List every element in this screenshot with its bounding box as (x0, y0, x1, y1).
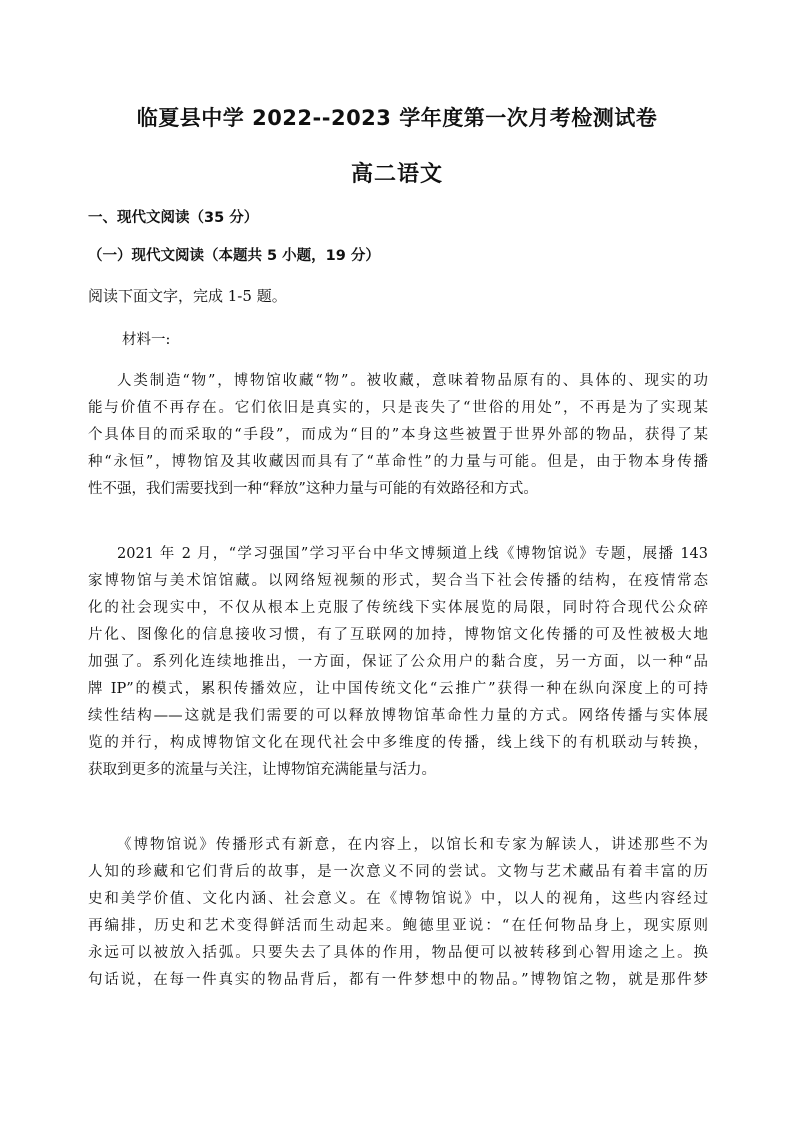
exam-title: 临夏县中学 2022--2023 学年度第一次月考检测试卷 (136, 106, 658, 130)
paragraph-line: 片化、图像化的信息接收习惯，有了互联网的加持，博物馆文化传播的可及性被极大地 (88, 627, 708, 643)
paragraph-line: 获取到更多的流量与关注，让博物馆充满能量与活力。 (88, 762, 436, 778)
paragraph-line: 个具体目的而采取的“手段”，而成为“目的”本身这些被置于世界外部的物品，获得了某 (88, 427, 708, 443)
subsection-heading: （一）现代文阅读（本题共 5 小题，19 分） (88, 248, 380, 264)
paragraph-line: 句话说，在每一件真实的物品背后，都有一件梦想中的物品。”博物馆之物，就是那件梦 (88, 972, 708, 988)
paragraph-line: 加强了。系列化连续地推出，一方面，保证了公众用户的黏合度，另一方面，以一种“品 (88, 654, 708, 670)
paragraph-line: 化的社会现实中，不仅从根本上克服了传统线下实体展览的局限，同时符合现代公众碎 (88, 600, 708, 616)
material-label: 材料一: (122, 332, 171, 348)
subject-title: 高二语文 (350, 162, 443, 187)
section-heading: 一、现代文阅读（35 分） (88, 210, 259, 226)
paragraph-line: 2021 年 2 月，“学习强国”学习平台中华文博频道上线《博物馆说》专题，展播 143 (117, 546, 708, 562)
paragraph-line: 史和美学价值、文化内涵、社会意义。在《博物馆说》中，以人的视角，这些内容经过 (88, 891, 708, 907)
paragraph-line: 再编排，历史和艺术变得鲜活而生动起来。鲍德里亚说：“在任何物品身上，现实原则 (88, 918, 708, 934)
instruction-text: 阅读下面文字，完成 1-5 题。 (88, 287, 287, 305)
paragraph-line: 人知的珍藏和它们背后的故事，是一次意义不同的尝试。文物与艺术藏品有着丰富的历 (88, 864, 708, 880)
paragraph-line: 家博物馆与美术馆馆藏。以网络短视频的形式，契合当下社会传播的结构，在疫情常态 (88, 573, 708, 589)
paragraph-line: 牌 IP”的模式，累积传播效应，让中国传统文化“云推广”获得一种在纵向深度上的可持 (88, 681, 708, 697)
paragraph-line: 《博物馆说》传播形式有新意，在内容上，以馆长和专家为解读人，讲述那些不为 (117, 837, 708, 853)
paragraph-line: 续性结构——这就是我们需要的可以释放博物馆革命性力量的方式。网络传播与实体展 (88, 708, 708, 724)
paragraph-line: 览的并行，构成博物馆文化在现代社会中多维度的传播，线上线下的有机联动与转换， (88, 735, 708, 751)
paragraph-line: 性不强，我们需要找到一种“释放”这种力量与可能的有效路径和方式。 (88, 481, 538, 497)
paragraph-line: 永远可以被放入括弧。只要失去了具体的作用，物品便可以被转移到心智用途之上。换 (88, 945, 708, 961)
paragraph-2 (88, 541, 708, 784)
paragraph-line: 能与价值不再存在。它们依旧是真实的，只是丧失了“世俗的用处”，不再是为了实现某 (88, 400, 708, 416)
paragraph-line: 人类制造“物”，博物馆收藏“物”。被收藏，意味着物品原有的、具体的、现实的功 (117, 373, 708, 389)
paragraph-line: 种“永恒”，博物馆及其收藏因而具有了“革命性”的力量与可能。但是，由于物本身传播 (88, 454, 708, 470)
paragraph-1 (88, 368, 708, 503)
paragraph-3 (88, 832, 708, 994)
